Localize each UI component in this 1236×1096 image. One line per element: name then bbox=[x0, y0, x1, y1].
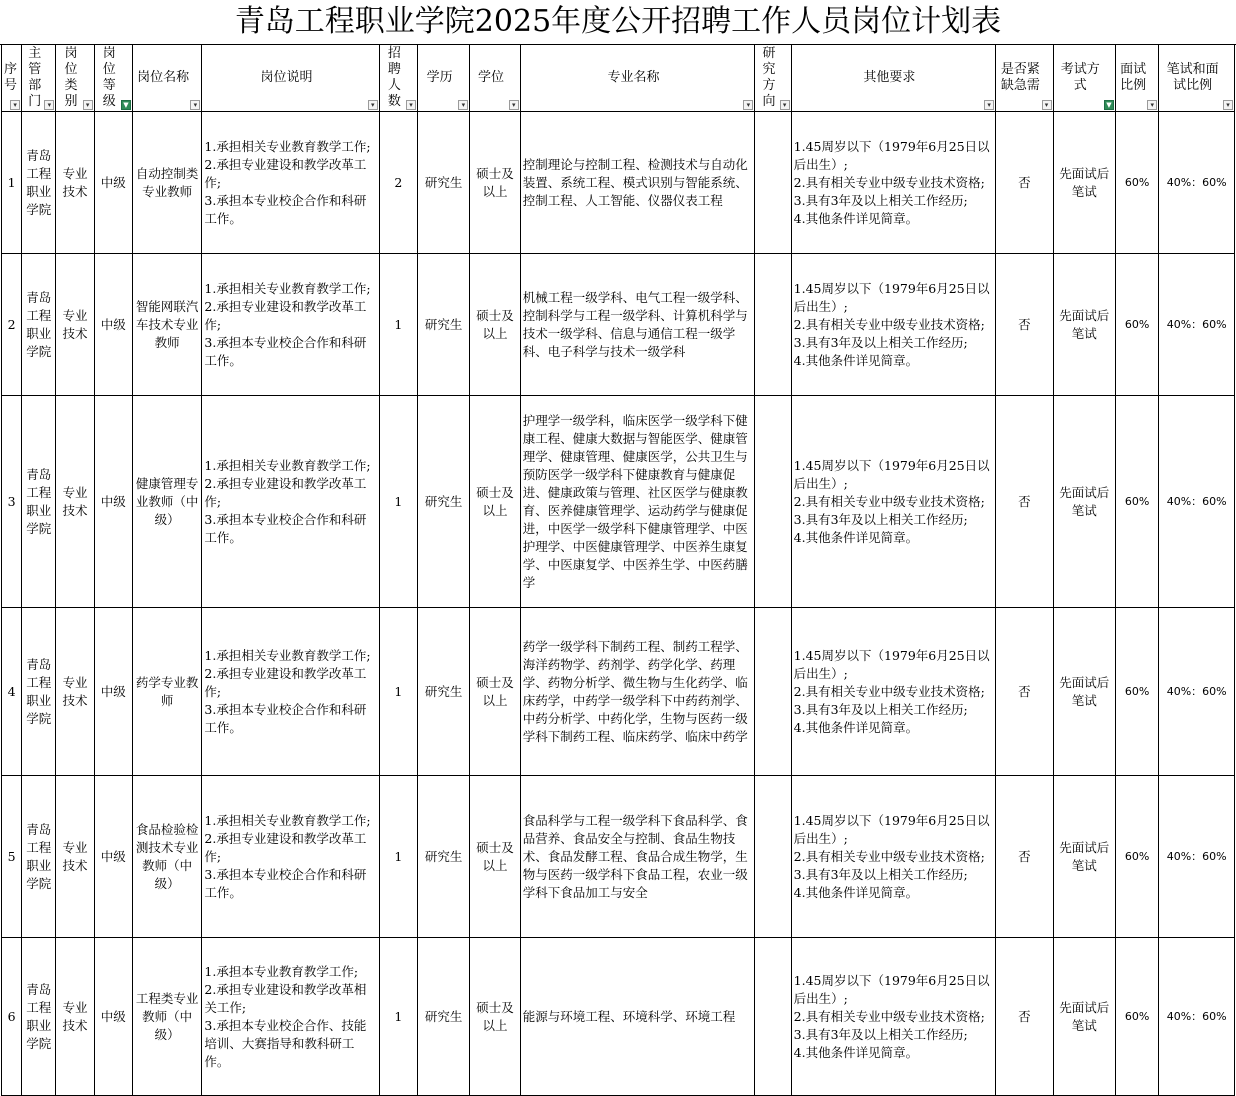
req-line: 4.其他条件详见简章。 bbox=[793, 1044, 919, 1060]
cell-level[interactable]: 中级 bbox=[94, 608, 132, 776]
filter-dropdown-icon[interactable]: ▾ bbox=[458, 100, 468, 110]
cell-research[interactable] bbox=[755, 938, 791, 1096]
cell-research[interactable] bbox=[755, 608, 791, 776]
cell-category[interactable]: 专业技术 bbox=[56, 396, 94, 608]
col-header-count: 招聘人数 ▾ bbox=[379, 45, 417, 112]
cell-name[interactable]: 工程类专业教师（中级） bbox=[132, 938, 202, 1096]
cell-edu[interactable]: 研究生 bbox=[417, 396, 469, 608]
cell-desc[interactable] bbox=[202, 776, 379, 938]
cell-name[interactable]: 药学专业教师 bbox=[132, 608, 202, 776]
cell-ratio[interactable]: 40%：60% bbox=[1159, 776, 1235, 938]
req-line: 1.45周岁以下（1979年6月25日以后出生）; bbox=[793, 280, 990, 314]
cell-major[interactable]: 护理学一级学科，临床医学一级学科下健康工程、健康大数据与智能医学、健康管理学、健康管理、健康医学，公共卫生与预防医学一级学科下健康教育与健康促进、健康政策与管理、社区医学与健康教育、医养健康管理学、运动药学与健康促进，中医学一级学科下健康管理学、中医护理学、中医健康管理学、中医养生康复学、中医康复学、中医养生学、中医药膳学 bbox=[520, 396, 755, 608]
cell-level[interactable]: 中级 bbox=[94, 776, 132, 938]
desc-line: 2.承担专业建设和教学改革工作; bbox=[204, 298, 367, 332]
table-row bbox=[2, 396, 1235, 608]
req-line: 4.其他条件详见简章。 bbox=[793, 210, 919, 226]
cell-degree[interactable]: 硕士及以上 bbox=[470, 608, 520, 776]
col-header-req: 其他要求 ▾ bbox=[791, 45, 995, 112]
desc-line: 2.承担专业建设和教学改革工作; bbox=[204, 830, 367, 864]
req-line: 2.具有相关专业中级专业技术资格; bbox=[793, 174, 985, 190]
filter-dropdown-icon[interactable]: ▾ bbox=[368, 100, 378, 110]
cell-urgent[interactable]: 否 bbox=[996, 776, 1053, 938]
req-line: 3.具有3年及以上相关工作经历; bbox=[793, 1026, 968, 1042]
cell-no[interactable]: 5 bbox=[2, 776, 22, 938]
req-line: 4.其他条件详见简章。 bbox=[793, 884, 919, 900]
table-row bbox=[2, 776, 1235, 938]
filter-active-icon[interactable]: ▼ bbox=[1104, 100, 1114, 110]
desc-line: 3.承担本专业校企合作和科研工作。 bbox=[204, 192, 367, 226]
cell-research[interactable] bbox=[755, 776, 791, 938]
cell-desc[interactable] bbox=[202, 396, 379, 608]
cell-count[interactable]: 1 bbox=[379, 776, 417, 938]
filter-dropdown-icon[interactable]: ▾ bbox=[44, 100, 54, 110]
cell-exam[interactable]: 先面试后笔试 bbox=[1053, 938, 1115, 1096]
filter-dropdown-icon[interactable]: ▾ bbox=[1042, 100, 1052, 110]
header-row bbox=[2, 45, 1235, 112]
filter-dropdown-icon[interactable]: ▾ bbox=[406, 100, 416, 110]
cell-major[interactable]: 机械工程一级学科、电气工程一级学科、控制科学与工程一级学科、计算机科学与技术一级学科、信息与通信工程一级学科、电子科学与技术一级学科 bbox=[520, 254, 755, 396]
cell-urgent[interactable]: 否 bbox=[996, 938, 1053, 1096]
req-line: 2.具有相关专业中级专业技术资格; bbox=[793, 683, 985, 699]
cell-req[interactable] bbox=[791, 396, 995, 608]
cell-name[interactable]: 食品检验检测技术专业教师（中级） bbox=[132, 776, 202, 938]
cell-research[interactable] bbox=[755, 254, 791, 396]
req-line: 3.具有3年及以上相关工作经历; bbox=[793, 334, 968, 350]
cell-edu[interactable]: 研究生 bbox=[417, 608, 469, 776]
positions-table bbox=[1, 44, 1235, 1096]
col-header-no: 序号 ▾ bbox=[2, 45, 22, 112]
cell-no[interactable]: 1 bbox=[2, 112, 22, 254]
cell-req[interactable] bbox=[791, 254, 995, 396]
col-header-category: 岗位类别 ▾ bbox=[56, 45, 94, 112]
cell-degree[interactable]: 硕士及以上 bbox=[470, 776, 520, 938]
cell-degree[interactable]: 硕士及以上 bbox=[470, 938, 520, 1096]
cell-major[interactable]: 食品科学与工程一级学科下食品科学、食品营养、食品安全与控制、食品生物技术、食品发酵工程、食品合成生物学，生物与医药一级学科下食品工程，农业一级学科下食品加工与安全 bbox=[520, 776, 755, 938]
filter-dropdown-icon[interactable]: ▾ bbox=[984, 100, 994, 110]
filter-dropdown-icon[interactable]: ▾ bbox=[743, 100, 753, 110]
desc-line: 2.承担专业建设和教学改革工作; bbox=[204, 475, 367, 509]
desc-line: 3.承担本专业校企合作、技能培训、大赛指导和教科研工作。 bbox=[204, 1017, 367, 1069]
cell-name[interactable]: 健康管理专业教师（中级） bbox=[132, 396, 202, 608]
table-row bbox=[2, 112, 1235, 254]
req-line: 4.其他条件详见简章。 bbox=[793, 352, 919, 368]
cell-interview-ratio[interactable]: 60% bbox=[1116, 938, 1159, 1096]
cell-degree[interactable]: 硕士及以上 bbox=[470, 112, 520, 254]
cell-ratio[interactable]: 40%：60% bbox=[1159, 608, 1235, 776]
cell-exam[interactable]: 先面试后笔试 bbox=[1053, 608, 1115, 776]
col-header-research: 研究方向 ▾ bbox=[755, 45, 791, 112]
cell-degree[interactable]: 硕士及以上 bbox=[470, 254, 520, 396]
desc-line: 3.承担本专业校企合作和科研工作。 bbox=[204, 511, 367, 545]
desc-line: 1.承担本专业教育教学工作; bbox=[204, 963, 359, 979]
filter-dropdown-icon[interactable]: ▾ bbox=[1147, 100, 1157, 110]
col-header-major: 专业名称 ▾ bbox=[520, 45, 755, 112]
cell-req[interactable] bbox=[791, 776, 995, 938]
desc-line: 2.承担专业建设和教学改革工作; bbox=[204, 156, 367, 190]
req-line: 1.45周岁以下（1979年6月25日以后出生）; bbox=[793, 138, 990, 172]
desc-line: 3.承担本专业校企合作和科研工作。 bbox=[204, 701, 367, 735]
table-row bbox=[2, 608, 1235, 776]
cell-urgent[interactable]: 否 bbox=[996, 112, 1053, 254]
cell-degree[interactable]: 硕士及以上 bbox=[470, 396, 520, 608]
cell-desc[interactable] bbox=[202, 938, 379, 1096]
cell-interview-ratio[interactable]: 60% bbox=[1116, 396, 1159, 608]
col-header-desc: 岗位说明 ▾ bbox=[202, 45, 379, 112]
cell-name[interactable]: 自动控制类专业教师 bbox=[132, 112, 202, 254]
filter-dropdown-icon[interactable]: ▾ bbox=[1223, 100, 1233, 110]
cell-ratio[interactable]: 40%：60% bbox=[1159, 254, 1235, 396]
col-header-exam: 考试方式 ▼ bbox=[1053, 45, 1115, 112]
cell-count[interactable]: 1 bbox=[379, 938, 417, 1096]
cell-category[interactable]: 专业技术 bbox=[56, 254, 94, 396]
col-header-name: 岗位名称 ▾ bbox=[132, 45, 202, 112]
desc-line: 1.承担相关专业教育教学工作; bbox=[204, 457, 371, 473]
cell-major[interactable]: 控制理论与控制工程、检测技术与自动化装置、系统工程、模式识别与智能系统、控制工程、人工智能、仪器仪表工程 bbox=[520, 112, 755, 254]
desc-line: 1.承担相关专业教育教学工作; bbox=[204, 647, 371, 663]
cell-ratio[interactable]: 40%：60% bbox=[1159, 112, 1235, 254]
filter-active-icon[interactable]: ▼ bbox=[121, 100, 131, 110]
table-row bbox=[2, 938, 1235, 1096]
cell-interview-ratio[interactable]: 60% bbox=[1116, 608, 1159, 776]
cell-dept[interactable]: 青岛工程职业学院 bbox=[22, 112, 56, 254]
cell-edu[interactable]: 研究生 bbox=[417, 254, 469, 396]
req-line: 4.其他条件详见简章。 bbox=[793, 529, 919, 545]
cell-edu[interactable]: 研究生 bbox=[417, 112, 469, 254]
cell-major[interactable]: 能源与环境工程、环境科学、环境工程 bbox=[520, 938, 755, 1096]
cell-dept[interactable]: 青岛工程职业学院 bbox=[22, 254, 56, 396]
cell-category[interactable]: 专业技术 bbox=[56, 112, 94, 254]
cell-interview-ratio[interactable]: 60% bbox=[1116, 254, 1159, 396]
cell-research[interactable] bbox=[755, 112, 791, 254]
cell-no[interactable]: 4 bbox=[2, 608, 22, 776]
cell-urgent[interactable]: 否 bbox=[996, 396, 1053, 608]
cell-req[interactable] bbox=[791, 608, 995, 776]
req-line: 2.具有相关专业中级专业技术资格; bbox=[793, 848, 985, 864]
req-line: 3.具有3年及以上相关工作经历; bbox=[793, 701, 968, 717]
cell-dept[interactable]: 青岛工程职业学院 bbox=[22, 608, 56, 776]
cell-urgent[interactable]: 否 bbox=[996, 608, 1053, 776]
cell-desc[interactable] bbox=[202, 254, 379, 396]
cell-ratio[interactable]: 40%：60% bbox=[1159, 938, 1235, 1096]
cell-interview-ratio[interactable]: 60% bbox=[1116, 776, 1159, 938]
cell-count[interactable]: 1 bbox=[379, 608, 417, 776]
desc-line: 1.承担相关专业教育教学工作; bbox=[204, 812, 371, 828]
cell-no[interactable]: 3 bbox=[2, 396, 22, 608]
cell-exam[interactable]: 先面试后笔试 bbox=[1053, 396, 1115, 608]
cell-no[interactable]: 2 bbox=[2, 254, 22, 396]
cell-level[interactable]: 中级 bbox=[94, 396, 132, 608]
col-header-level: 岗位等级 ▼ bbox=[94, 45, 132, 112]
cell-desc[interactable] bbox=[202, 112, 379, 254]
cell-ratio[interactable]: 40%：60% bbox=[1159, 396, 1235, 608]
cell-exam[interactable]: 先面试后笔试 bbox=[1053, 254, 1115, 396]
cell-dept[interactable]: 青岛工程职业学院 bbox=[22, 938, 56, 1096]
col-header-ratio: 笔试和面试比例 ▾ bbox=[1159, 45, 1235, 112]
filter-dropdown-icon[interactable]: ▾ bbox=[509, 100, 519, 110]
col-header-edu: 学历 ▾ bbox=[417, 45, 469, 112]
filter-dropdown-icon[interactable]: ▾ bbox=[780, 100, 790, 110]
sheet-title: 青岛工程职业学院2025年度公开招聘工作人员岗位计划表 bbox=[0, 0, 1236, 45]
cell-dept[interactable]: 青岛工程职业学院 bbox=[22, 396, 56, 608]
desc-line: 2.承担专业建设和教学改革工作; bbox=[204, 665, 367, 699]
cell-count[interactable]: 1 bbox=[379, 396, 417, 608]
cell-category[interactable]: 专业技术 bbox=[56, 776, 94, 938]
req-line: 1.45周岁以下（1979年6月25日以后出生）; bbox=[793, 972, 990, 1006]
req-line: 2.具有相关专业中级专业技术资格; bbox=[793, 1008, 985, 1024]
desc-line: 2.承担专业建设和教学改革相关工作; bbox=[204, 981, 367, 1015]
req-line: 1.45周岁以下（1979年6月25日以后出生）; bbox=[793, 647, 990, 681]
req-line: 3.具有3年及以上相关工作经历; bbox=[793, 511, 968, 527]
cell-research[interactable] bbox=[755, 396, 791, 608]
desc-line: 3.承担本专业校企合作和科研工作。 bbox=[204, 866, 367, 900]
cell-level[interactable]: 中级 bbox=[94, 112, 132, 254]
req-line: 2.具有相关专业中级专业技术资格; bbox=[793, 316, 985, 332]
filter-dropdown-icon[interactable]: ▾ bbox=[83, 100, 93, 110]
table-row bbox=[2, 254, 1235, 396]
col-header-interview-ratio: 面试比例 ▾ bbox=[1116, 45, 1159, 112]
col-header-urgent: 是否紧缺急需 ▾ bbox=[996, 45, 1053, 112]
cell-category[interactable]: 专业技术 bbox=[56, 608, 94, 776]
req-line: 2.具有相关专业中级专业技术资格; bbox=[793, 493, 985, 509]
cell-edu[interactable]: 研究生 bbox=[417, 938, 469, 1096]
cell-major[interactable]: 药学一级学科下制药工程、制药工程学、海洋药物学、药剂学、药学化学、药理学、药物分析学、微生物与生化药学、临床药学，中药学一级学科下中药药剂学、中药分析学、中药化学，生物与医药一级学科下制药工程、临床药学、临床中药学 bbox=[520, 608, 755, 776]
cell-req[interactable] bbox=[791, 938, 995, 1096]
desc-line: 1.承担相关专业教育教学工作; bbox=[204, 280, 371, 296]
cell-edu[interactable]: 研究生 bbox=[417, 776, 469, 938]
req-line: 1.45周岁以下（1979年6月25日以后出生）; bbox=[793, 812, 990, 846]
cell-exam[interactable]: 先面试后笔试 bbox=[1053, 776, 1115, 938]
col-header-dept: 主管部门 ▾ bbox=[22, 45, 56, 112]
cell-level[interactable]: 中级 bbox=[94, 938, 132, 1096]
filter-dropdown-icon[interactable]: ▾ bbox=[190, 100, 200, 110]
cell-urgent[interactable]: 否 bbox=[996, 254, 1053, 396]
cell-interview-ratio[interactable]: 60% bbox=[1116, 112, 1159, 254]
req-line: 4.其他条件详见简章。 bbox=[793, 719, 919, 735]
cell-req[interactable] bbox=[791, 112, 995, 254]
cell-category[interactable]: 专业技术 bbox=[56, 938, 94, 1096]
cell-dept[interactable]: 青岛工程职业学院 bbox=[22, 776, 56, 938]
cell-count[interactable]: 1 bbox=[379, 254, 417, 396]
req-line: 3.具有3年及以上相关工作经历; bbox=[793, 866, 968, 882]
req-line: 1.45周岁以下（1979年6月25日以后出生）; bbox=[793, 457, 990, 491]
cell-count[interactable]: 2 bbox=[379, 112, 417, 254]
filter-dropdown-icon[interactable]: ▾ bbox=[10, 100, 20, 110]
cell-no[interactable]: 6 bbox=[2, 938, 22, 1096]
desc-line: 1.承担相关专业教育教学工作; bbox=[204, 138, 371, 154]
col-header-degree: 学位 ▾ bbox=[470, 45, 520, 112]
desc-line: 3.承担本专业校企合作和科研工作。 bbox=[204, 334, 367, 368]
cell-desc[interactable] bbox=[202, 608, 379, 776]
cell-level[interactable]: 中级 bbox=[94, 254, 132, 396]
cell-name[interactable]: 智能网联汽车技术专业教师 bbox=[132, 254, 202, 396]
req-line: 3.具有3年及以上相关工作经历; bbox=[793, 192, 968, 208]
cell-exam[interactable]: 先面试后笔试 bbox=[1053, 112, 1115, 254]
